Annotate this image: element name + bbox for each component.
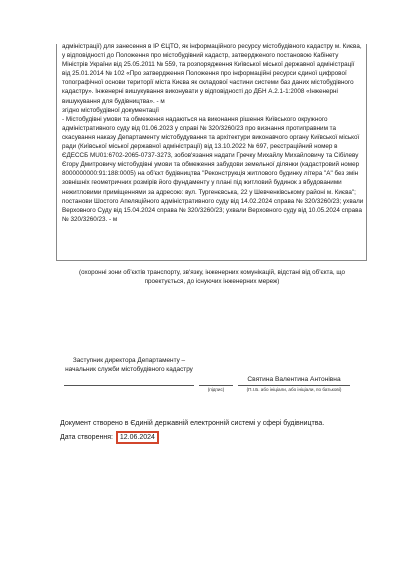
creation-date-row: [60, 431, 159, 444]
date-value: 12.06.2024: [116, 431, 159, 444]
zone-note: [62, 268, 362, 287]
date-label: Дата створення:: [60, 434, 113, 441]
created-notice: Документ створено в Єдиній державній електронній системі у сфері будівництва.: [60, 420, 325, 427]
main-text-block: [62, 42, 364, 224]
signer-name: Святина Валентина Антонівна: [247, 376, 341, 383]
body-paragraph: згідно містобудівної документації: [62, 106, 159, 114]
sign-hint: (підпис): [207, 387, 225, 392]
body-paragraph: - Містобудівні умови та обмеження надаються на виконання рішення Київського окружного адміністративного суду від 01.06.2023 у справі № 320/3260/23 про визнання протиправним та скасування наказу Департаменту містобудування та архітектури виконавчого органу Київської міської ради (Київської міської державної адміністрації) від 13.10.2022 № 697, реєстраційний номер в ЄДЕССБ MU01:6702-2065-0737-3273, зобов'язання надати Гречку Михайлу Михайловичу та Сібілеву Єгору Дмитровичу містобудівні умови та обмеження забудови земельної ділянки (кадастровий номер 8000000000:91:188:0005) на об'єкт будівництва "Реконструкція житлового будинку літера "А" без змін зовнішніх геометричних розмірів його фундаменту у плані під житловий будинок з вбудованими нежитловими приміщеннями за адресою: вул. Тургенєвська, 22 у Шевченківському районі м. Києва"; постанови Шостого Апеляційного адміністративного суду від 14.02.2024 справа № 320/3260/23; ухвали Верховного Суду від 15.04.2024 справа № 320/3260/23; ухвали Верховного суду від 10.05.2024 справа № 320/3260/23. - м: [62, 115, 364, 223]
body-paragraph: адміністрації) для занесення в ІР ЄЦТО, як інформаційного ресурсу містобудівного кадастру м. Києва, у відповідності до Положення про містобудівний кадастр, затвердженого постановою Кабінету Міністрів України від 25.05.2011 № 559, та розпорядження Київської міської державної адміністрації від 25.01.2014 № 102 «Про затвердження Положення про інформаційні ресурси єдиної цифрової топографічної основи території міста Києва як складової частини системи баз даних містобудівного кадастру». Інженерні вишукування виконувати у відповідності до ДБН А.2.1-1:2008 «Інженерні вишукування для будівництва». - м: [62, 43, 362, 105]
position-line: [64, 385, 194, 386]
zone-note-text: (охоронні зони об'єктів транспорту, зв'язку, інженерних комунікацій, відстані від об'єкта, що проектується, до існуючих інженерних мереж): [79, 269, 345, 286]
name-hint: (П.І.Б. або ініціали, або ініціали, по батькові): [246, 387, 342, 392]
position-title: Заступник директора Департаменту – начальник служби містобудівного кадастру: [65, 357, 193, 374]
signature-line: [199, 385, 233, 386]
name-line: [238, 385, 350, 386]
